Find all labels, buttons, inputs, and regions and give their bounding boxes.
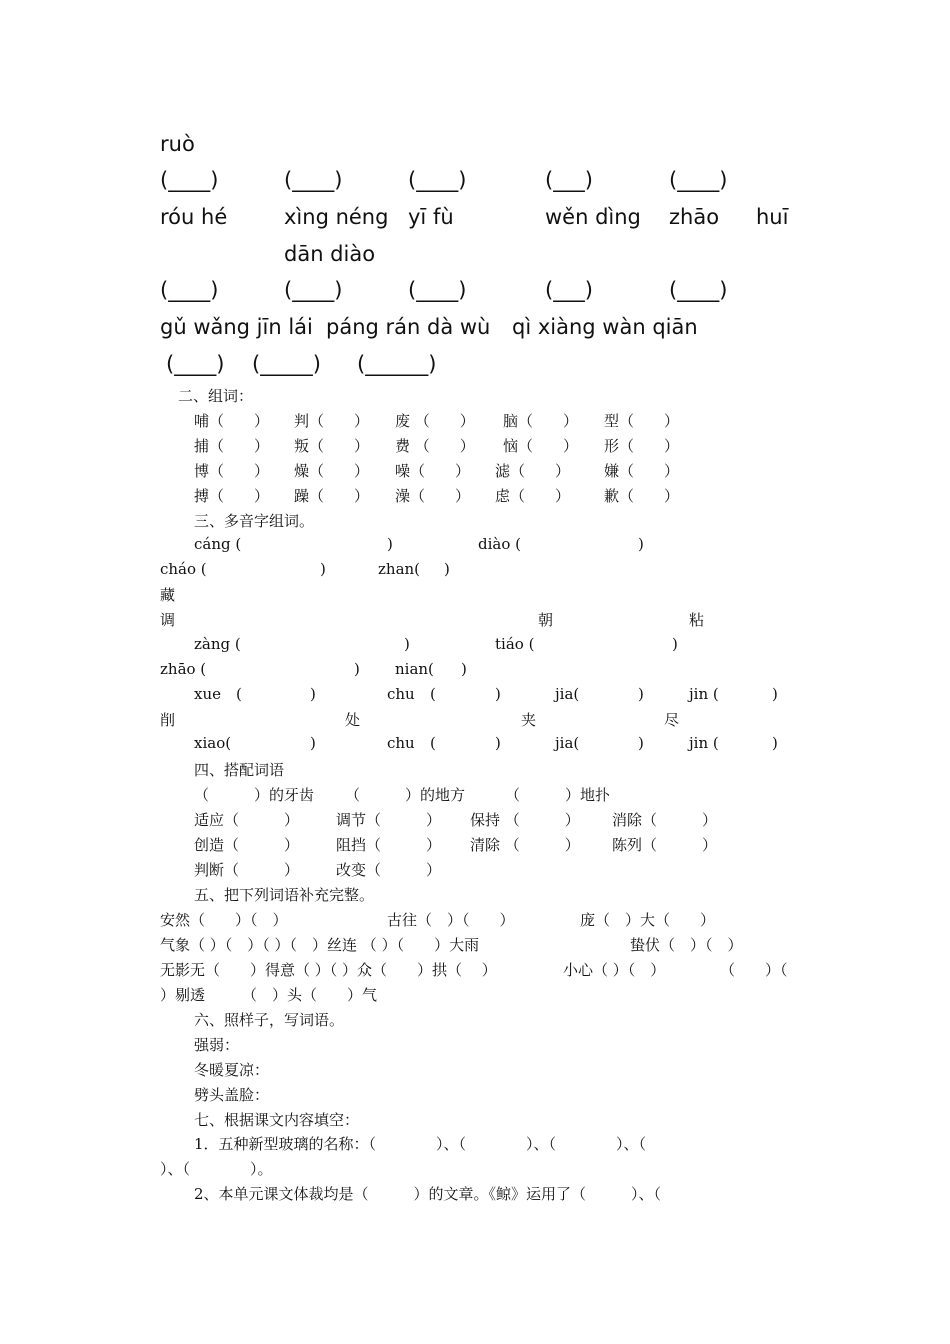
polyphone-item: zhan( <box>378 560 421 578</box>
example-item: 强弱： <box>194 1036 240 1054</box>
pinyin-word: zhāo <box>669 205 720 229</box>
match-item: 创造（ ） <box>194 836 300 854</box>
match-item: 清除 （ ） <box>470 836 580 854</box>
polyphone-item: cháo ( <box>160 560 207 578</box>
answer-blank: (____) <box>284 168 343 192</box>
pinyin-word: xìng néng <box>284 205 389 229</box>
polyphone-char: 夹 <box>521 711 537 729</box>
match-item: （ ）的牙齿 <box>194 786 315 804</box>
polyphone-item: xue <box>194 685 221 703</box>
match-item: 调节（ ） <box>336 811 442 829</box>
polyphone-item: ) <box>772 685 778 703</box>
match-item: （ ）地扑 <box>505 786 611 804</box>
polyphone-item: jin ( <box>689 734 719 752</box>
polyphone-item: cáng ( <box>194 535 242 553</box>
word-item: 型（ ） <box>604 412 680 430</box>
answer-blank: (______) <box>357 352 437 376</box>
polyphone-char: 处 <box>345 711 361 729</box>
polyphone-char: 削 <box>160 711 176 729</box>
polyphone-char: 调 <box>160 611 176 629</box>
polyphone-item: ) <box>310 685 316 703</box>
pinyin-word: wěn dìng <box>545 205 641 229</box>
section-title-2: 二、组词： <box>178 387 254 405</box>
answer-blank: (___) <box>545 168 593 192</box>
match-item: 适应（ ） <box>194 811 300 829</box>
question-2: 2、本单元课文体裁均是（ ）的文章。《鲸》运用了（ ）、（ <box>194 1185 662 1203</box>
pinyin-word: qì xiàng wàn qiān <box>512 315 698 339</box>
polyphone-item: nian( <box>395 660 434 678</box>
polyphone-char: 藏 <box>160 586 176 604</box>
match-item: 阻挡（ ） <box>336 836 442 854</box>
polyphone-item: chu <box>387 685 415 703</box>
polyphone-item: jia( <box>555 734 580 752</box>
idiom-item: 古往（ ）（ ） <box>387 911 515 929</box>
polyphone-item: zhāo ( <box>160 660 207 678</box>
idiom-item: （ ）头（ ）气 <box>242 986 378 1004</box>
polyphone-item: ( <box>430 685 436 703</box>
word-item: 判（ ） <box>294 412 370 430</box>
section-title-7: 七、根据课文内容填空： <box>194 1111 360 1129</box>
word-item: 哺（ ） <box>194 412 270 430</box>
polyphone-item: ) <box>638 535 644 553</box>
answer-blank: (_____) <box>252 352 321 376</box>
word-item: 歉（ ） <box>604 487 680 505</box>
polyphone-item: ) <box>387 535 393 553</box>
polyphone-item: zàng ( <box>194 635 241 653</box>
idiom-item: 小心（ ）（ ） <box>563 961 666 979</box>
word-item: 恼（ ） <box>503 437 579 455</box>
word-item: 虑（ ） <box>495 487 571 505</box>
answer-blank: (____) <box>160 168 219 192</box>
word-item: 费 （ ） <box>395 437 475 455</box>
word-item: 废 （ ） <box>395 412 475 430</box>
polyphone-item: ) <box>320 560 326 578</box>
match-item: 陈列（ ） <box>612 836 718 854</box>
polyphone-item: ) <box>638 734 644 752</box>
match-item: （ ）的地方 <box>345 786 466 804</box>
word-item: 噪（ ） <box>395 462 471 480</box>
answer-blank: (____) <box>408 278 467 302</box>
word-item: 澡（ ） <box>395 487 471 505</box>
match-item: 消除（ ） <box>612 811 718 829</box>
polyphone-item: ) <box>404 635 410 653</box>
polyphone-item: ) <box>310 734 316 752</box>
polyphone-item: ) <box>495 734 501 752</box>
answer-blank: (____) <box>166 352 225 376</box>
polyphone-item: ( <box>430 734 436 752</box>
polyphone-item: jin ( <box>689 685 719 703</box>
match-item: 改变（ ） <box>336 861 442 879</box>
idiom-item: 无影无（ ）得意（ ）（ ）众（ ）拱（ ） <box>160 961 497 979</box>
polyphone-char: 尽 <box>664 711 680 729</box>
section-title-5: 五、把下列词语补充完整。 <box>194 886 375 904</box>
idiom-item: 气象（ ）（ ）（ ）（ ）丝连 （ ）（ ）大雨 <box>160 936 480 954</box>
word-item: 嫌（ ） <box>604 462 680 480</box>
pinyin-word: yī fù <box>408 205 454 229</box>
answer-blank: (____) <box>284 278 343 302</box>
word-item: 形（ ） <box>604 437 680 455</box>
word-item: 叛（ ） <box>294 437 370 455</box>
example-item: 冬暖夏凉： <box>194 1061 270 1079</box>
question-1-cont: ）、（ ）。 <box>160 1160 273 1178</box>
answer-blank: (___) <box>545 278 593 302</box>
word-item: 躁（ ） <box>294 487 370 505</box>
idiom-item: （ ）（ <box>720 961 788 979</box>
pinyin-word: gǔ wǎng jīn lái <box>160 315 313 339</box>
polyphone-item: ( <box>236 685 242 703</box>
pinyin-word: páng rán dà wù <box>326 315 491 339</box>
polyphone-item: ) <box>461 660 467 678</box>
word-item: 博（ ） <box>194 462 270 480</box>
idiom-item: 安然（ ）（ ） <box>160 911 288 929</box>
polyphone-item: ) <box>444 560 450 578</box>
polyphone-item: ) <box>495 685 501 703</box>
idiom-item: 蛰伏（ ）（ ） <box>630 936 743 954</box>
polyphone-item: ) <box>772 734 778 752</box>
answer-blank: (____) <box>669 278 728 302</box>
pinyin-word: huī <box>756 205 789 229</box>
pinyin-ruo: ruò <box>160 132 195 156</box>
answer-blank: (____) <box>160 278 219 302</box>
word-item: 搏（ ） <box>194 487 270 505</box>
polyphone-char: 朝 <box>538 611 554 629</box>
polyphone-item: ) <box>354 660 360 678</box>
match-item: 保持 （ ） <box>470 811 580 829</box>
question-1: 1．五种新型玻璃的名称：（ ）、（ ）、（ ）、（ <box>194 1135 647 1153</box>
match-item: 判断（ ） <box>194 861 300 879</box>
section-title-3: 三、多音字组词。 <box>194 512 315 530</box>
polyphone-item: tiáo ( <box>495 635 535 653</box>
pinyin-word: róu hé <box>160 205 228 229</box>
word-item: 脑（ ） <box>503 412 579 430</box>
word-item: 捕（ ） <box>194 437 270 455</box>
polyphone-item: xiao( <box>194 734 232 752</box>
word-item: 燥（ ） <box>294 462 370 480</box>
word-item: 滤（ ） <box>495 462 571 480</box>
answer-blank: (____) <box>669 168 728 192</box>
answer-blank: (____) <box>408 168 467 192</box>
section-title-6: 六、照样子，写词语。 <box>194 1011 345 1029</box>
polyphone-item: ) <box>672 635 678 653</box>
polyphone-item: ) <box>638 685 644 703</box>
section-title-4: 四、搭配词语 <box>194 761 285 779</box>
polyphone-char: 粘 <box>689 611 705 629</box>
idiom-item: ）剔透 <box>160 986 206 1004</box>
polyphone-item: diào ( <box>478 535 521 553</box>
example-item: 劈头盖脸： <box>194 1086 270 1104</box>
idiom-item: 庞（ ）大（ ） <box>580 911 716 929</box>
polyphone-item: chu <box>387 734 415 752</box>
pinyin-word: dān diào <box>284 242 376 266</box>
polyphone-item: jia( <box>555 685 580 703</box>
